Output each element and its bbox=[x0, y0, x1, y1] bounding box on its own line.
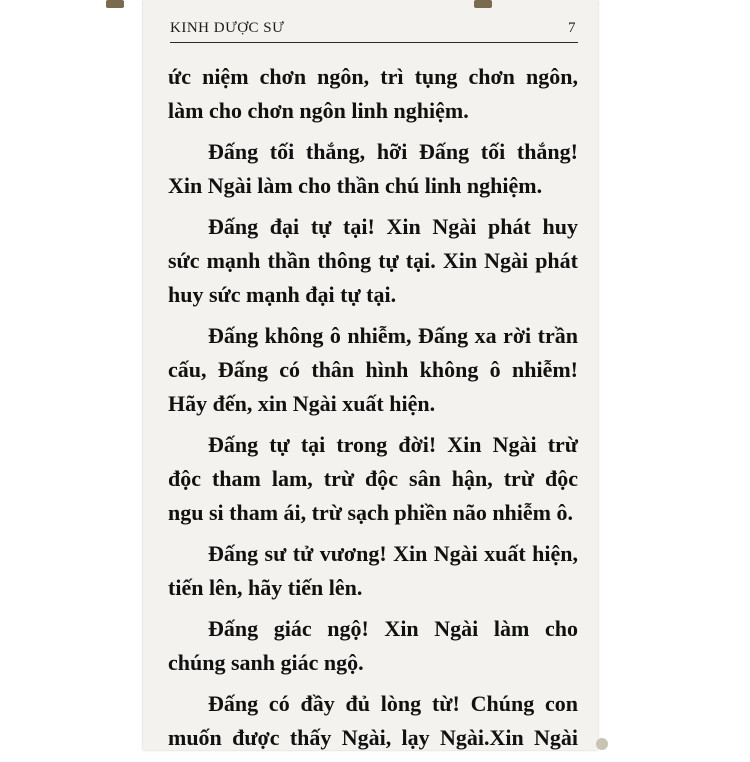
paragraph bbox=[168, 428, 578, 530]
text-line: Đấng có đầy đủ lòng từ! Chúng con bbox=[208, 691, 578, 716]
text-line: huy sức mạnh đại tự tại. bbox=[168, 282, 397, 307]
paragraph bbox=[168, 60, 578, 128]
text-line: Đấng sư tử vương! Xin Ngài xuất hiện, bbox=[208, 541, 578, 566]
text-line: ức niệm chơn ngôn, trì tụng chơn ngôn, bbox=[168, 64, 578, 89]
running-title: KINH DƯỢC SƯ bbox=[170, 20, 285, 36]
page-corner-mark bbox=[106, 0, 124, 8]
text-line: cấu, Đấng có thân hình không ô nhiễm! bbox=[168, 357, 578, 382]
paragraph bbox=[168, 687, 578, 755]
text-line: Hãy đến, xin Ngài xuất hiện. bbox=[168, 391, 436, 416]
text-line: Đấng tự tại trong đời! Xin Ngài trừ bbox=[208, 432, 578, 457]
paragraph bbox=[168, 612, 578, 680]
page-number: 7 bbox=[568, 20, 576, 36]
text-line: Đấng tối thắng, hỡi Đấng tối thắng! bbox=[208, 139, 578, 164]
text-line: Đấng giác ngộ! Xin Ngài làm cho bbox=[208, 616, 578, 641]
text-line: làm cho chơn ngôn linh nghiệm. bbox=[168, 98, 469, 123]
paragraph bbox=[168, 210, 578, 312]
text-line: tiến lên, hãy tiến lên. bbox=[168, 575, 363, 600]
text-line: độc tham lam, trừ độc sân hận, trừ độc bbox=[168, 466, 578, 491]
text-line: Đấng đại tự tại! Xin Ngài phát huy bbox=[208, 214, 578, 239]
text-line: ngu si tham ái, trừ sạch phiền não nhiễm ô. bbox=[168, 500, 573, 525]
page-corner-mark bbox=[596, 738, 608, 750]
paragraph bbox=[168, 319, 578, 421]
page-corner-mark bbox=[474, 0, 492, 8]
text-line: Xin Ngài làm cho thần chú linh nghiệm. bbox=[168, 173, 543, 198]
paragraph bbox=[168, 135, 578, 203]
body-text bbox=[168, 60, 578, 762]
text-line: Đấng không ô nhiễm, Đấng xa rời trần bbox=[208, 323, 578, 348]
paragraph bbox=[168, 537, 578, 605]
text-line: chúng sanh giác ngộ. bbox=[168, 650, 364, 675]
page-header bbox=[170, 18, 578, 43]
text-line: muốn được thấy Ngài, lạy Ngài.Xin Ngài bbox=[168, 725, 578, 750]
text-line: sức mạnh thần thông tự tại. Xin Ngài phát bbox=[168, 248, 578, 273]
